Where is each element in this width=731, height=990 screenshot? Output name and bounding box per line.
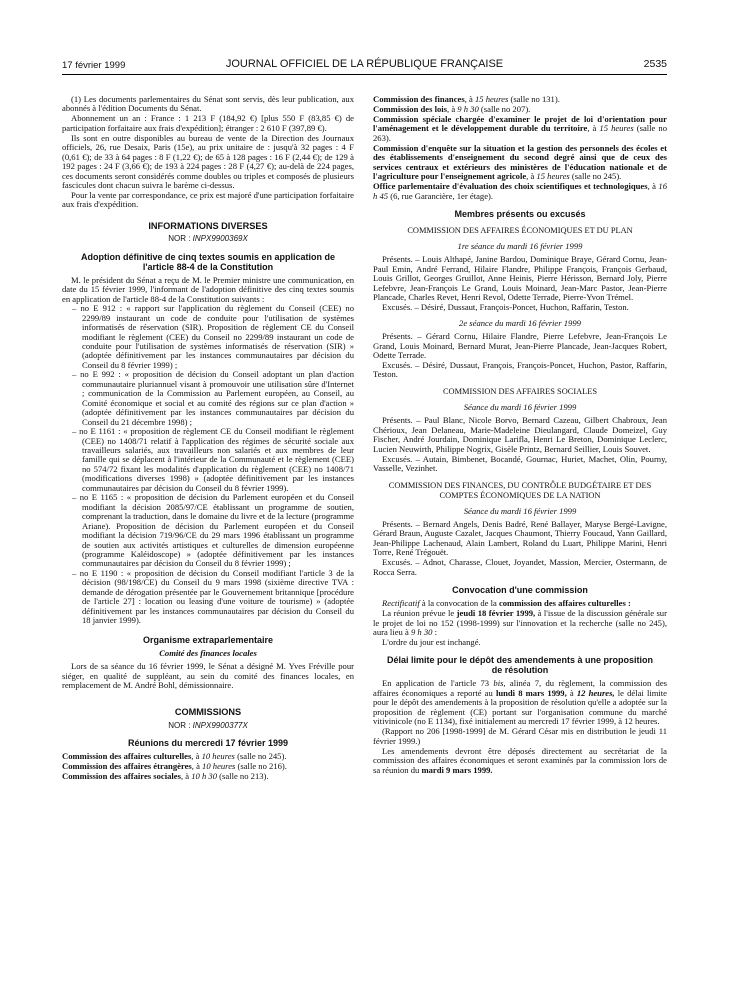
delai-title: Délai limite pour le dépôt des amendements à une proposition de résolution bbox=[386, 655, 654, 676]
page-number: 2535 bbox=[643, 58, 667, 70]
list-item: – no E 1165 : « proposition de décision du Parlement européen et du Conseil modifiant la décision 2085/97/CE établissant un programme de soutien, comprenant la traduction, dans le domaine du livre et de la lecture (programme Ariane). Proposition de décision du Parlement européen et du Conseil modifiant la décision 719/96/CE du 29 mars 1996 établissant un programme de soutien aux activités artistiques et culturelles de dimension européenne (programme Kaléidoscope) » (adoptée définitivement par les instances communautaires par décision du Conseil du 8 février 1999) ; bbox=[72, 492, 354, 569]
meeting-room: (salle no 245). bbox=[237, 751, 287, 762]
org-subtitle: Comité des finances locales bbox=[159, 647, 257, 658]
soc-commission-title: COMMISSION DES AFFAIRES SOCIALES bbox=[442, 386, 598, 396]
soc-session: Séance du mardi 16 février 1999 bbox=[463, 401, 577, 412]
meeting-time: 16 h 45 bbox=[373, 181, 667, 201]
delai-date: lundi 8 mars 1999, bbox=[495, 687, 567, 698]
delai-d: le délai limite pour le dépôt des amendements à la proposition de résolution qu'elle a adoptée sur la proposition de règlement (CE) portant sur l'organisation commune du marché vitivinicole (no E 1134), fixé initialement au mercredi 17 février 1999, à 12 heures. bbox=[373, 687, 667, 727]
delai-p3-text: Les amendements devront être déposés directement au secrétariat de la commission des affaires économiques et seront examinés par la commission lors de sa réunion du bbox=[373, 745, 667, 775]
delai-time: 12 heures, bbox=[576, 687, 615, 698]
meeting-time: 15 heures bbox=[536, 171, 570, 182]
meeting-room: (salle no 213). bbox=[219, 771, 269, 782]
meeting-item: Office parlementaire d'évaluation des choix scientifiques et technologiques, à 16 h 45 (6, rue Garancière, 1er étage). bbox=[373, 181, 667, 201]
convocation-title: Convocation d'une commission bbox=[452, 585, 588, 596]
section-title-commissions: COMMISSIONS bbox=[174, 707, 242, 718]
delai-paragraph-3 bbox=[373, 747, 667, 775]
delai-p3-date: mardi 9 mars 1999. bbox=[421, 764, 493, 775]
meeting-room: (salle no 245). bbox=[571, 171, 622, 182]
rect-mid: à la convocation de la bbox=[419, 598, 499, 609]
soc-excused: Excusés. – Autain, Bimbenet, Bocandé, Gournac, Huriet, Machet, Olin, Pourny, Vasselle, Vezinhet. bbox=[373, 453, 667, 474]
meeting-item: Commission des lois, à 9 h 30 (salle no 207). bbox=[373, 103, 531, 114]
nor-commissions bbox=[62, 721, 354, 730]
meeting-time: 15 heures bbox=[474, 94, 509, 104]
org-title: Organisme extraparlementaire bbox=[142, 634, 274, 645]
delai-paragraph-2: (Rapport no 206 [1998-1999] de M. Gérard César mis en distribution le jeudi 11 février 1999.) bbox=[373, 726, 667, 746]
eco-s2-present: Présents. – Gérard Cornu, Hilaire Flandre, Pierre Lefebvre, Jean-François Le Grand, Louis Moinard, Bernard Murat, Jean-Pierre Plancade, Jean-Jacques Robert, Odette Terrade. bbox=[373, 331, 667, 361]
intro-availability: Ils sont en outre disponibles au bureau de vente de la Direction des Journaux officiels, 26, rue Desaix, Paris (15e), au prix unitaire de : jusqu'à 32 pages : 4 F (0,61 €); de 33 à 64 pages : 8 F (1,22 €); de 65 à 128 pages : 16 F (2,44 €); de 129 à 192 pages : 24 F (3,66 €); de 193 à 224 pages : 28 F (4,27 €); au-delà de 224 pages, ces documents seront considérés comme doubles ou triples et composés de plusieurs fascicules dont chacun suivra le barème ci-dessus. bbox=[62, 132, 354, 191]
fin-session: Séance du mardi 16 février 1999 bbox=[463, 505, 577, 516]
list-item: – no E 1161 : « proposition de règlement CE du Conseil modifiant le règlement (CEE) no 1408/71 relatif à l'application des régimes de sécurité sociale aux travailleurs salariés, aux travailleurs non salariés et aux membres de leur famille qui se déplacent à l'intérieur de la Communauté et le règlement (CEE) no 574/72 fixant les modalités d'application du règlement (CEE) no 1408/71 (modifications diverses 1998) » (adoptée définitivement par les instances communautaires par décision du Conseil du 8 février 1999). bbox=[72, 426, 354, 493]
delai-a: En application de l'article 73 bbox=[382, 678, 494, 689]
nor-label: NOR : bbox=[168, 720, 191, 730]
rect-bold: commission des affaires culturelles : bbox=[498, 598, 631, 609]
eco-commission-title: COMMISSION DES AFFAIRES ÉCONOMIQUES ET DU PLAN bbox=[407, 225, 633, 235]
convocation-order: L'ordre du jour est inchangé. bbox=[382, 637, 481, 648]
meeting-name: Office parlementaire d'évaluation des choix scientifiques et technologiques bbox=[373, 181, 648, 192]
meeting-name: Commission des lois bbox=[373, 103, 448, 114]
page-header bbox=[62, 58, 667, 74]
rect-lead: Rectificatif bbox=[382, 598, 420, 609]
meeting-item: Commission des affaires culturelles, à 10 heures (salle no 245). bbox=[62, 751, 287, 762]
meeting-name: Commission des affaires culturelles bbox=[62, 751, 192, 762]
meeting-item: Commission des finances, à 15 heures (salle no 131). bbox=[373, 94, 560, 104]
intro-subscription: Abonnement un an : France : 1 213 F (184,92 €) [plus 550 F (83,85 €) de participation forfaitaire aux frais d'expédition]; étranger : 2 610 F (397,89 €). bbox=[62, 113, 354, 133]
adoption-title: Adoption définitive de cinq textes soumis en application de l'article 88-4 de la Constitution bbox=[80, 251, 336, 272]
left-column bbox=[62, 95, 354, 782]
meeting-time: 10 heures bbox=[202, 761, 236, 772]
delai-c: à bbox=[566, 687, 577, 698]
meeting-item: Commission spéciale chargée d'examiner le projet de loi d'orientation pour l'aménagement et le développement durable du territoire, à 15 heures (salle no 263). bbox=[373, 113, 667, 143]
intro-note: (1) Les documents parlementaires du Sénat sont servis, dès leur publication, aux abonnés à l'édition Documents du Sénat. bbox=[62, 94, 354, 114]
meetings-title: Réunions du mercredi 17 février 1999 bbox=[127, 738, 289, 749]
meeting-room: (salle no 263). bbox=[373, 123, 667, 143]
list-item: – no E 992 : « proposition de décision du Conseil adoptant un plan d'action communautaire pluriannuel visant à promouvoir une utilisation sûre d'Internet ; communication de la Commission au Parlement européen, au Conseil, au Comité économique et social et au comité des régions sur ce plan d'action » (adoptée définitivement par les instances communautaires par décision du Conseil du 21 décembre 1998) ; bbox=[72, 369, 354, 427]
nor-label: NOR : bbox=[168, 234, 191, 244]
section-title-info: INFORMATIONS DIVERSES bbox=[148, 220, 268, 231]
meeting-name: Commission des affaires étrangères bbox=[62, 761, 192, 772]
adoption-intro: M. le président du Sénat a reçu de M. le Premier ministre une communication, en date du 15 février 1999, l'informant de l'adoption définitive des cinq textes soumis en application de l'article 88-4 de la Constitution suivants : bbox=[62, 274, 354, 304]
list-item: – no E 1190 : « proposition de décision du Conseil modifiant l'article 3 de la décision (98/198/CE) du Conseil du 9 mars 1998 (sixième directive TVA : demande de dérogation présentée par le Gouvernement britannique [procédure de l'article 27] : location ou leasing d'une voiture de tourisme) » (adoptée définitivement par les instances communautaires par décision du Conseil du 18 janvier 1999). bbox=[72, 567, 354, 626]
delai-bis: bis, bbox=[493, 678, 506, 689]
meeting-name: Commission d'enquête sur la situation et la gestion des personnels des écoles et des établissements d'enseignement du second degré ainsi que de ceux des services centraux et extérieurs des ministères de l'éducation nationale et de l'agriculture pour l'enseignement agricole bbox=[373, 142, 667, 182]
meeting-item: Commission des affaires étrangères, à 10 heures (salle no 216). bbox=[62, 761, 287, 772]
intro-postage: Pour la vente par correspondance, ce prix est majoré d'une participation forfaitaire aux frais d'expédition. bbox=[62, 190, 354, 210]
nor-info bbox=[62, 234, 354, 243]
conv-a: La réunion prévue le bbox=[382, 608, 457, 619]
meeting-name: Commission des affaires sociales bbox=[62, 771, 181, 782]
delai-b: alinéa 7, du règlement, la commission des affaires économiques a reporté au bbox=[373, 678, 668, 698]
journal-title: JOURNAL OFFICIEL DE LA RÉPUBLIQUE FRANÇAISE bbox=[225, 58, 504, 70]
meeting-time: 10 h 30 bbox=[191, 771, 217, 782]
right-column bbox=[373, 95, 667, 775]
org-text: Lors de sa séance du 16 février 1999, le Sénat a désigné M. Yves Fréville pour siéger, en qualité de suppléant, au sein du comité des finances locales, en remplacement de M. André Bohl, démissionnaire. bbox=[62, 661, 354, 690]
meeting-room: (salle no 207). bbox=[480, 103, 531, 114]
fin-excused: Excusés. – Adnot, Charasse, Clouet, Joyandet, Massion, Mercier, Ostermann, de Rocca Serra. bbox=[373, 557, 667, 577]
convocation-text bbox=[373, 609, 667, 637]
meeting-name: Commission spéciale chargée d'examiner le projet de loi d'orientation pour l'aménagement et le développement durable du territoire bbox=[373, 113, 667, 134]
members-title: Membres présents ou excusés bbox=[454, 208, 586, 219]
meeting-item: Commission d'enquête sur la situation et la gestion des personnels des écoles et des établissements d'enseignement du second degré ainsi que de ceux des services centraux et extérieurs des ministères de l'éducation nationale et de l'agriculture pour l'enseignement agricole, à 15 heures (salle no 245). bbox=[373, 142, 667, 182]
eco-s1-present: Présents. – Louis Althapé, Janine Bardou, Dominique Braye, Gérard Cornu, Jean-Paul Emin, André Ferrand, Hilaire Flandre, Philippe François, François Gerbaud, Louis Grillot, Georges Gruillot, Anne Heinis, Pierre Hérisson, Bernard Joly, Pierre Lefebvre, Jean-François Le Grand, Louis Moinard, Jean-Marc Pastor, Jean-Pierre Plancade, Charles Revet, Henri Revol, Odette Terrade, Pierre-Yvon Trémel. bbox=[373, 254, 667, 303]
meeting-room: (salle no 216). bbox=[237, 761, 287, 772]
meeting-time: 15 heures bbox=[599, 123, 634, 134]
header-rule bbox=[62, 74, 667, 75]
eco-session-2: 2e séance du mardi 16 février 1999 bbox=[459, 317, 581, 328]
eco-s1-excused: Excusés. – Désiré, Dussaut, François-Poncet, Huchon, Raffarin, Teston. bbox=[382, 302, 629, 313]
eco-s2-excused: Excusés. – Désiré, Dussaut, François, François-Poncet, Huchon, Pastor, Raffarin, Teston. bbox=[373, 359, 667, 380]
adopted-texts-list bbox=[62, 304, 354, 625]
meeting-name: Commission des finances bbox=[373, 94, 465, 104]
conv-time: 9 h 30 bbox=[410, 627, 433, 638]
meeting-time: 10 heures bbox=[201, 751, 235, 762]
list-item: – no E 912 : « rapport sur l'application du règlement du Conseil (CEE) no 2299/89 instaurant un code de conduite pour l'utilisation de systèmes informatisés de réservation (SIR). Proposition de règlement CE du Conseil modifiant le règlement (CEE) du Conseil no 2299/89 instaurant un code de conduite pour l'utilisation de systèmes informatisés de réservation (SIR) » (adoptée définitivement par les instances communautaires par décision du Conseil du 8 février 1999) ; bbox=[72, 303, 354, 370]
conv-date: jeudi 18 février 1999, bbox=[456, 608, 536, 619]
meeting-item: Commission des affaires sociales, à 10 h 30 (salle no 213). bbox=[62, 771, 269, 782]
meeting-room: (salle no 131). bbox=[510, 94, 560, 104]
conv-c: : bbox=[432, 627, 437, 638]
nor-code: INPX9900369X bbox=[192, 234, 248, 244]
fin-present: Présents. – Bernard Angels, Denis Badré, René Ballayer, Maryse Bergé-Lavigne, Gérard Braun, Auguste Cazalet, Jacques Chaumont, Thierry Foucaud, Yann Gaillard, Jean-Philippe Lachenaud, Alain Lambert, Roland du Luart, Philippe Marini, Henri Torre, René Trégouët. bbox=[373, 519, 667, 558]
nor-code: INPX9900377X bbox=[192, 720, 248, 730]
fin-commission-title: COMMISSION DES FINANCES, DU CONTRÔLE BUDGÉTAIRE ET DES COMPTES ÉCONOMIQUES DE LA NATION bbox=[388, 480, 652, 500]
meeting-room: (6, rue Garancière, 1er étage). bbox=[390, 190, 494, 201]
soc-present: Présents. – Paul Blanc, Nicole Borvo, Bernard Cazeau, Gilbert Chabroux, Jean Chérioux, Jean Delaneau, Marie-Madeleine Dieulangard, Claude Domeizel, Guy Fischer, André Jourdain, Dominique Larifla, Henri Le Breton, Dominique Leclerc, Lucien Neuwirth, Philippe Nogrix, Gisèle Printz, Bernard Seillier, Louis Souvet. bbox=[373, 415, 667, 454]
header-date: 17 février 1999 bbox=[62, 60, 126, 71]
meeting-time: 9 h 30 bbox=[457, 103, 479, 114]
conv-b: à l'issue de la discussion générale sur le projet de loi no 152 (1998-1999) sur l'innovation et la recherche (salle no 245), aura lieu à bbox=[373, 608, 667, 638]
eco-session-1: 1re séance du mardi 16 février 1999 bbox=[457, 240, 583, 251]
delai-paragraph-1 bbox=[373, 679, 667, 726]
